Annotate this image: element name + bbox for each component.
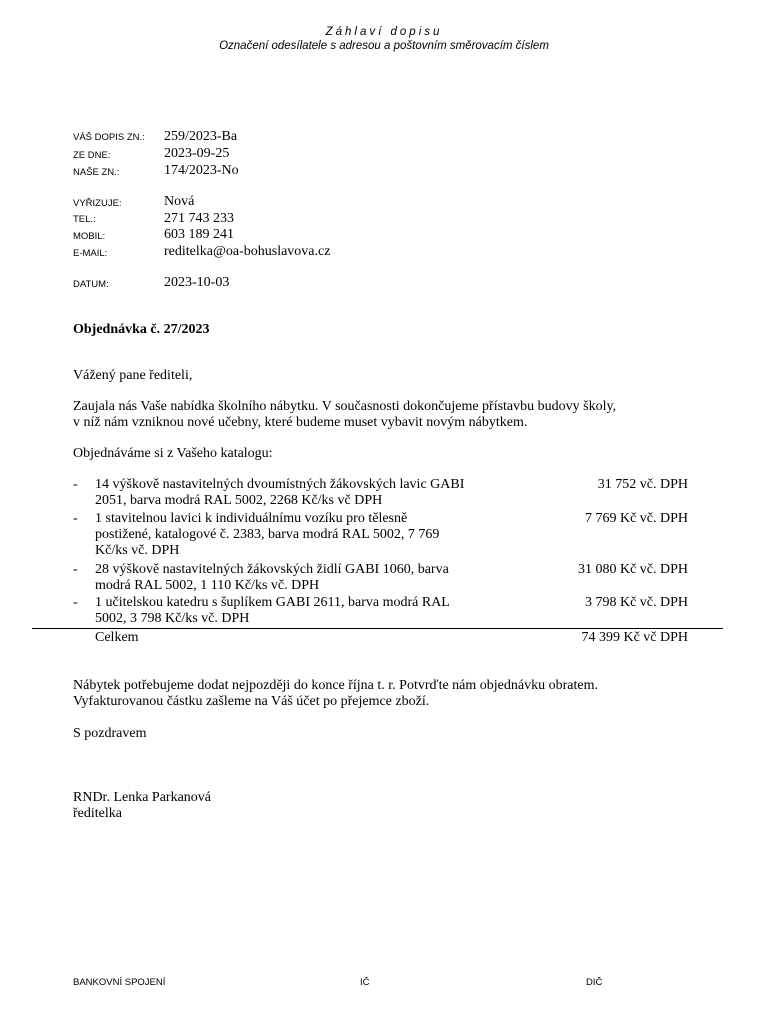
letter-subject: Objednávka č. 27/2023 — [73, 322, 210, 337]
regards: S pozdravem — [73, 726, 147, 741]
item-description — [95, 477, 515, 509]
item-line: 2051, barva modrá RAL 5002, 2268 Kč/ks vč DPH — [95, 493, 383, 508]
item-line: 1 stavitelnou lavici k individuálnímu vozíku pro tělesně — [95, 511, 408, 526]
meta-value-handled-by: Nová — [164, 194, 195, 209]
item-line: 1 učitelskou katedru s šuplíkem GABI 2611, barva modrá RAL — [95, 595, 450, 610]
item-price: 3 798 Kč vč. DPH — [584, 595, 688, 610]
item-line: 5002, 3 798 Kč/ks vč. DPH — [95, 611, 250, 626]
meta-label-handled-by: VYŘIZUJE: — [73, 198, 122, 209]
total-value: 74 399 Kč vč DPH — [581, 630, 688, 645]
meta-value-date-of: 2023-09-25 — [164, 146, 230, 161]
footer-dic: DIČ — [586, 977, 603, 988]
meta-label-phone: TEL.: — [73, 214, 96, 225]
signature-name: RNDr. Lenka Parkanová — [73, 790, 212, 805]
item-line: 28 výškově nastavitelných žákovských židlí GABI 1060, barva — [95, 562, 449, 577]
item-bullet: - — [73, 511, 78, 526]
meta-label-your-ref: VÁŠ DOPIS ZN.: — [73, 132, 145, 143]
meta-label-date-of: ZE DNE: — [73, 150, 111, 161]
item-line: Kč/ks vč. DPH — [95, 543, 180, 558]
meta-label-our-ref: NAŠE ZN.: — [73, 167, 120, 178]
item-price: 31 752 vč. DPH — [597, 477, 688, 492]
intro-line-1: Zaujala nás Vaše nabídka školního nábytku. V současnosti dokončujeme přístavbu budovy školy, — [73, 399, 617, 414]
meta-value-our-ref: 174/2023-No — [164, 163, 239, 178]
meta-value-phone: 271 743 233 — [164, 211, 234, 226]
total-label: Celkem — [95, 630, 139, 645]
order-intro: Objednáváme si z Vašeho katalogu: — [73, 446, 273, 461]
footer-ic: IČ — [360, 977, 370, 988]
letterhead-title: Záhlaví dopisu — [325, 26, 443, 38]
meta-label-mobile: MOBIL: — [73, 231, 106, 242]
meta-value-date: 2023-10-03 — [164, 275, 230, 290]
item-bullet: - — [73, 595, 78, 610]
meta-label-date: DATUM: — [73, 279, 109, 290]
meta-value-email: reditelka@oa-bohuslavova.cz — [164, 244, 331, 259]
meta-value-your-ref: 259/2023-Ba — [164, 129, 238, 144]
item-line: 14 výškově nastavitelných dvoumístných žákovských lavic GABI — [95, 477, 465, 492]
item-description — [95, 562, 515, 594]
item-bullet: - — [73, 477, 78, 492]
item-description — [95, 511, 515, 559]
item-line: modrá RAL 5002, 1 110 Kč/ks vč. DPH — [95, 578, 320, 593]
closing-line-1: Nábytek potřebujeme dodat nejpozději do konce října t. r. Potvrďte nám objednávku obratem. — [73, 678, 598, 693]
item-description — [95, 595, 515, 627]
meta-label-email: E-MAIL: — [73, 248, 108, 259]
signature-title: ředitelka — [73, 806, 122, 821]
intro-line-2: v níž nám vzniknou nové učebny, které budeme muset vybavit novým nábytkem. — [73, 415, 528, 430]
closing-line-2: Vyfakturovanou částku zašleme na Váš účet po přejemce zboží. — [73, 694, 430, 709]
meta-value-mobile: 603 189 241 — [164, 227, 234, 242]
total-divider — [32, 628, 723, 629]
item-line: postižené, katalogové č. 2383, barva modrá RAL 5002, 7 769 — [95, 527, 440, 542]
letterhead-subtitle: Označení odesílatele s adresou a poštovním směrovacím číslem — [219, 40, 549, 52]
salutation: Vážený pane řediteli, — [73, 368, 193, 383]
item-price: 31 080 Kč vč. DPH — [577, 562, 688, 577]
item-price: 7 769 Kč vč. DPH — [584, 511, 688, 526]
item-bullet: - — [73, 562, 78, 577]
footer-bank: BANKOVNÍ SPOJENÍ — [73, 977, 166, 988]
